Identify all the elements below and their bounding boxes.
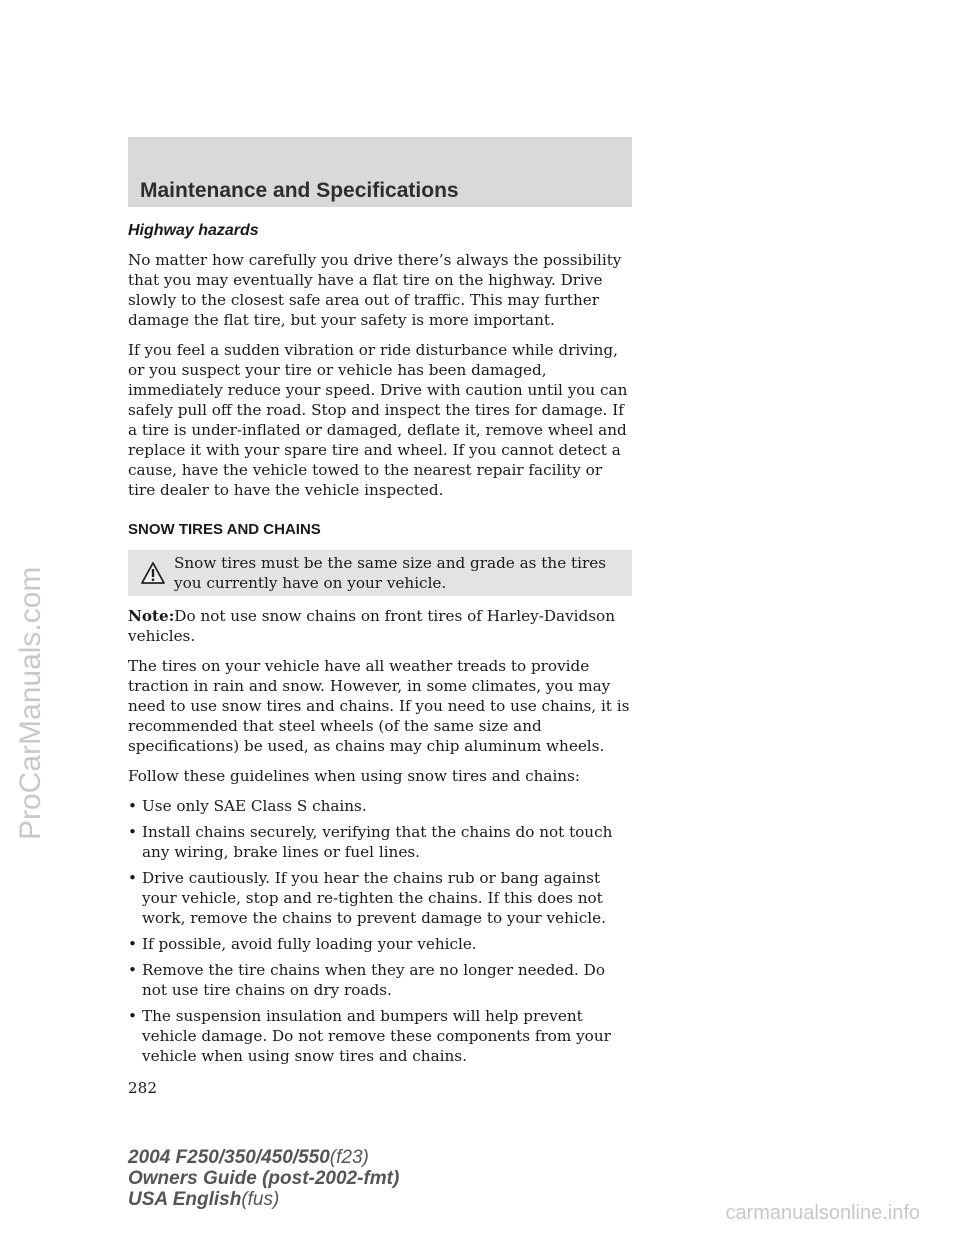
list-item [128,960,632,1000]
footer-language-code: (fus) [241,1189,280,1210]
list-item-text: Remove the tire chains when they are no longer needed. Do not use tire chains on dry roads. [142,961,605,999]
side-watermark-text: ProCarManuals.com [14,566,47,840]
footer-model: 2004 F250/350/450/550 [128,1147,330,1168]
footer-guide: Owners Guide (post-2002-fmt) [128,1168,400,1189]
note-text: Do not use snow chains on front tires of Harley-Davidson vehicles. [128,607,615,645]
bullet-marker: • [128,869,137,887]
bullet-marker: • [128,1007,137,1025]
bullet-marker: • [128,797,137,815]
guidelines-list [128,796,632,1066]
snow-paragraph-2: Follow these guidelines when using snow tires and chains: [128,767,580,785]
bottom-watermark: carmanualsonline.info [725,1202,920,1224]
list-item-text: The suspension insulation and bumpers will help prevent vehicle damage. Do not remove these components from your vehicle when using snow tires and chains. [142,1007,611,1065]
list-item [128,934,632,954]
list-item-text: Install chains securely, verifying that the chains do not touch any wiring, brake lines or fuel lines. [142,823,613,861]
list-item-text: Use only SAE Class S chains. [142,797,367,815]
document-footer [128,1147,399,1210]
footer-model-code: (f23) [329,1147,369,1168]
highway-paragraph-1: No matter how carefully you drive there’s always the possibility that you may eventually have a flat tire on the highway. Drive slowly to the closest safe area out of traffic. This may further damage the flat tire, but your safety is more important. [128,251,622,329]
footer-line-1 [128,1147,399,1168]
section-title: Maintenance and Specifications [140,179,459,202]
highway-hazards-heading: Highway hazards [128,222,259,239]
bullet-marker: • [128,961,137,979]
list-item-text: If possible, avoid fully loading your vehicle. [142,935,477,953]
warning-triangle-icon [140,561,166,585]
highway-paragraph-2: If you feel a sudden vibration or ride disturbance while driving, or you suspect your tire or vehicle has been damaged, immediately reduce your speed. Drive with caution until you can safely pull off the road. Stop and inspect the tires for damage. If a tire is under-inflated or damaged, deflate it, remove wheel and replace it with your spare tire and wheel. If you cannot detect a cause, have the vehicle towed to the nearest repair facility or tire dealer to have the vehicle inspected. [128,341,628,499]
list-item [128,868,632,928]
list-item [128,1006,632,1066]
page-number: 282 [128,1079,157,1097]
snow-tires-heading: SNOW TIRES AND CHAINS [128,521,321,538]
list-item [128,822,632,862]
note-label: Note: [128,607,175,625]
side-watermark [10,300,50,860]
bullet-marker: • [128,935,137,953]
bullet-marker: • [128,823,137,841]
page-content [128,221,632,1098]
footer-language: USA English [128,1189,242,1210]
footer-line-3 [128,1189,399,1210]
warning-text: Snow tires must be the same size and grade as the tires you currently have on your vehicle. [174,554,607,592]
warning-box [128,550,632,596]
list-item-text: Drive cautiously. If you hear the chains rub or bang against your vehicle, stop and re-tighten the chains. If this does not work, remove the chains to prevent damage to your vehicle. [142,869,606,927]
note-paragraph [128,606,632,646]
footer-line-2 [128,1168,399,1189]
snow-paragraph-1: The tires on your vehicle have all weather treads to provide traction in rain and snow. However, in some climates, you may need to use snow tires and chains. If you need to use chains, it is recommended that steel wheels (of the same size and specifications) be used, as chains may chip aluminum wheels. [128,657,630,755]
list-item [128,796,632,816]
